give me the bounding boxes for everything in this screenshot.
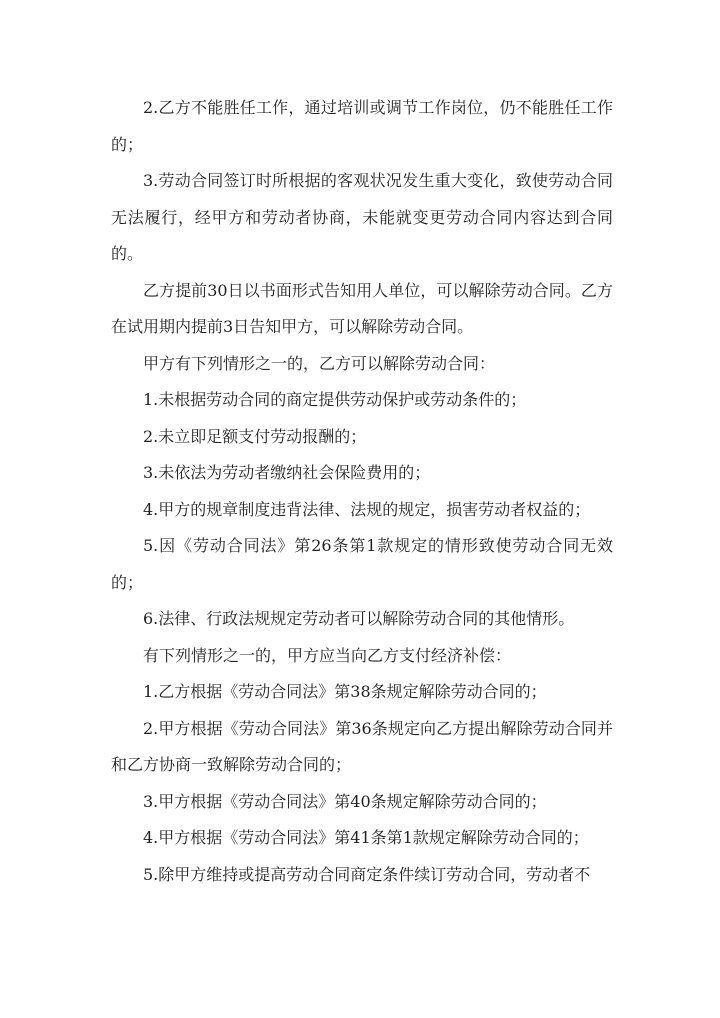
paragraph: 5.因《劳动合同法》第26条第1款规定的情形致使劳动合同无效的；	[111, 536, 613, 592]
paragraph: 6.法律、行政法规规定劳动者可以解除劳动合同的其他情形。	[143, 609, 575, 628]
paragraph: 1.未根据劳动合同的商定提供劳动保护或劳动条件的；	[143, 390, 527, 409]
paragraph: 5.除甲方维持或提高劳动合同商定条件续订劳动合同，劳动者不	[143, 864, 591, 884]
paragraph: 1.乙方根据《劳动合同法》第38条规定解除劳动合同的；	[143, 682, 547, 701]
document-body	[111, 90, 613, 893]
paragraph: 4.甲方的规章制度违背法律、法规的规定，损害劳动者权益的；	[143, 499, 591, 519]
paragraph: 3.未依法为劳动者缴纳社会保险费用的；	[143, 463, 431, 482]
paragraph: 3.劳动合同签订时所根据的客观状况发生重大变化，致使劳动合同无法履行，经甲方和劳动者协商，未能就变更劳动合同内容达到合同的。	[111, 171, 613, 263]
paragraph: 4.甲方根据《劳动合同法》第41条第1款规定解除劳动合同的；	[143, 828, 589, 847]
paragraph: 有下列情形之一的，甲方应当向乙方支付经济补偿：	[143, 645, 512, 665]
paragraph: 2.甲方根据《劳动合同法》第36条规定向乙方提出解除劳动合同并和乙方协商一致解除劳动合同的；	[111, 718, 613, 774]
paragraph: 乙方提前30日以书面形式告知用人单位，可以解除劳动合同。乙方在试用期内提前3日告知甲方，可以解除劳动合同。	[111, 280, 613, 336]
paragraph: 3.甲方根据《劳动合同法》第40条规定解除劳动合同的；	[143, 791, 547, 811]
paragraph: 甲方有下列情形之一的，乙方可以解除劳动合同：	[143, 353, 496, 373]
paragraph: 2.乙方不能胜任工作，通过培训或调节工作岗位，仍不能胜任工作的；	[111, 98, 613, 154]
paragraph: 2.未立即足额支付劳动报酬的；	[143, 426, 367, 446]
